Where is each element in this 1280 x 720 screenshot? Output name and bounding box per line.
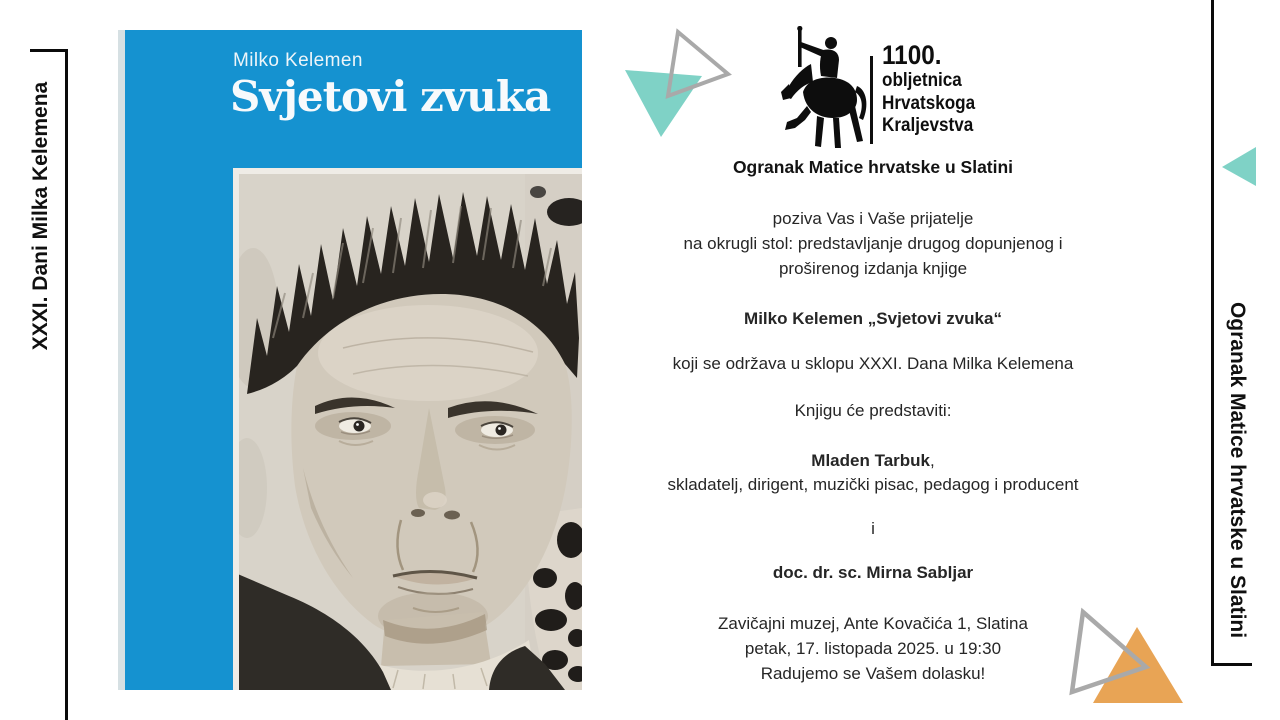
logo-line-1: obljetnica <box>882 70 962 91</box>
book-title-line: Milko Kelemen „Svjetovi zvuka“ <box>744 309 1002 328</box>
logo-line-2: Hrvatskoga <box>882 92 976 114</box>
book-cover-title: Svjetovi zvuka <box>230 72 551 121</box>
presenter-1-name: Mladen Tarbuk <box>811 451 930 470</box>
venue-line: Zavičajni muzej, Ante Kovačića 1, Slatina <box>718 614 1028 633</box>
intro-paragraph <box>622 206 1124 281</box>
book-cover-author: Milko Kelemen <box>233 50 363 71</box>
logo-divider-bar <box>870 56 873 144</box>
conjunction: i <box>871 519 875 538</box>
organizer-heading: Ogranak Matice hrvatske u Slatini <box>732 157 1014 177</box>
presenter-1-suffix: , <box>929 451 935 470</box>
logo-anniversary-number: 1100. <box>882 40 942 70</box>
book-cover-portrait-photo <box>233 168 582 690</box>
gray-outline-triangle-top-icon <box>668 32 728 96</box>
book-cover <box>118 30 582 690</box>
left-rail-label: XXXI. Dani Milka Kelemena <box>29 81 52 351</box>
presenters-heading: Knjigu će predstaviti: <box>794 401 952 420</box>
book-cover-scan-edge <box>118 30 125 690</box>
intro-line-3: proširenog izdanja knjige <box>778 259 968 278</box>
intro-line-1: poziva Vas i Vaše prijatelje <box>772 209 974 228</box>
presenter-1-description: skladatelj, dirigent, muzički pisac, pedagog i producent <box>667 475 1079 494</box>
right-rail-label: Ogranak Matice hrvatske u Slatini <box>1226 301 1249 639</box>
presenter-1-name-line <box>622 448 1124 473</box>
datetime-line: petak, 17. listopada 2025. u 19:30 <box>744 639 1002 658</box>
intro-line-2: na okrugli stol: predstavljanje drugog dopunjenog i <box>683 234 1063 253</box>
teal-triangle-down-icon <box>625 70 702 137</box>
logo-line-3: Kraljevstva <box>882 115 974 136</box>
presenter-2-name: doc. dr. sc. Mirna Sabljar <box>772 563 974 582</box>
logo-text-block <box>882 40 975 138</box>
venue-paragraph <box>622 611 1124 686</box>
closing-line: Radujemo se Vašem dolasku! <box>760 664 986 683</box>
horseman-statue-icon <box>777 26 869 152</box>
context-line: koji se održava u sklopu XXXI. Dana Milka Kelemena <box>672 354 1074 373</box>
